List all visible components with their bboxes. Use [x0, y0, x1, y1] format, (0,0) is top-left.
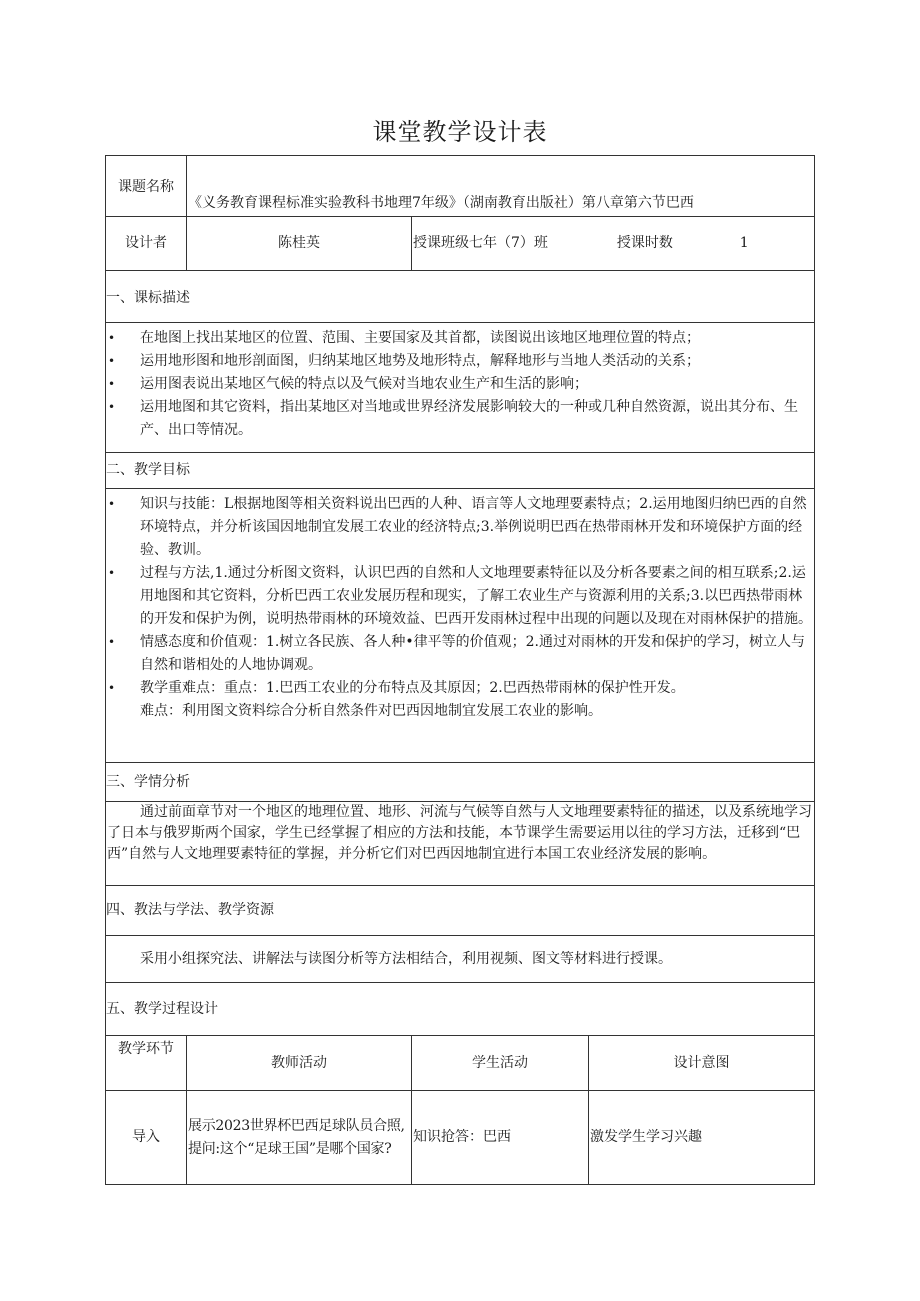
list-item: • 运用地形图和地形剖面图，归纳某地区地势及地形特点，解释地形与当地人类活动的关系； — [107, 350, 813, 373]
teaching-objectives-list — [107, 493, 813, 700]
column-header-intent: 设计意图 — [589, 1036, 815, 1091]
class-label: 授课班级七年（7）班 — [413, 235, 548, 251]
bullet-icon: • — [108, 681, 116, 695]
list-item: • 运用图表说出某地区气候的特点以及气候对当地农业生产和生活的影响； — [107, 373, 813, 396]
section-1-body — [106, 323, 815, 453]
section-1-header-row — [106, 271, 815, 323]
section-2-header-row — [106, 453, 815, 489]
lesson-design-table — [105, 155, 815, 1185]
learner-analysis-paragraph: 通过前面章节对一个地区的地理位置、地形、河流与气候等自然与人文地理要素特征的描述，以及系统地学习了日本与俄罗斯两个国家，学生已经掌握了相应的方法和技能，本节课学生需要运用以往的学习方法，迁移到“巴西”自然与人文地理要素特征的掌握，并分析它们对巴西因地制宜进行本国工农业经济发展的影响。 — [107, 804, 812, 862]
teacher-activity-cell: 展示2023世界杯巴西足球队员合照,提问:这个“足球王国”是哪个国家? — [187, 1091, 412, 1185]
curriculum-standards-list — [107, 327, 813, 442]
designer-value: 陈桂英 — [187, 217, 412, 271]
list-item: • 运用地图和其它资料，指出某地区对当地或世界经济发展影响较大的一种或几种自然资源，说出其分布、生产、出口等情况。 — [107, 396, 813, 442]
designer-label: 设计者 — [106, 217, 187, 271]
bullet-icon: • — [108, 566, 116, 580]
table-row — [106, 1091, 815, 1185]
section-4-heading: 四、教法与学法、教学资源 — [106, 886, 815, 936]
section-4-body — [106, 936, 815, 983]
section-4-body-row — [106, 936, 815, 983]
bullet-icon: • — [108, 377, 116, 391]
class-info-cell — [412, 217, 815, 271]
section-2-heading: 二、教学目标 — [106, 453, 815, 489]
topic-row — [106, 156, 815, 217]
section-2-body — [106, 489, 815, 763]
section-4-header-row — [106, 886, 815, 936]
column-header-teacher: 教师活动 — [187, 1036, 412, 1091]
bullet-icon: • — [108, 635, 116, 649]
section-3-header-row — [106, 763, 815, 802]
section-5-heading: 五、教学过程设计 — [106, 983, 815, 1036]
section-3-body — [106, 802, 815, 886]
hours-value: 1 — [739, 235, 749, 251]
bullet-icon: • — [108, 497, 116, 511]
list-item: • 过程与方法,1.通过分析图文资料，认识巴西的自然和人文地理要素特征以及分析各要素之间的相互联系;2.运用地图和其它资料，分析巴西工农业发展历程和现实，了解工农业生产与资源利用的关系;3.以巴西热带雨林的开发和保护为例，说明热带雨林的环境效益、巴西开发雨林过程中出现的问题以及现在对雨林保护的措施。 — [107, 562, 813, 631]
process-table-header-row — [106, 1036, 815, 1091]
student-activity-cell: 知识抢答：巴西 — [412, 1091, 589, 1185]
topic-label: 课题名称 — [106, 156, 187, 217]
section-1-heading: 一、课标描述 — [106, 271, 815, 323]
document-title: 课堂教学设计表 — [372, 118, 548, 146]
topic-value: 《义务教育课程标准实验教科书地理7年级》（湖南教育出版社）第八章第六节巴西 — [187, 156, 815, 217]
list-item: • 情感态度和价值观：1.树立各民族、各人种•律平等的价值观；2.通过对雨林的开发和保护的学习，树立人与自然和谐相处的人地协调观。 — [107, 631, 813, 677]
section-5-header-row — [106, 983, 815, 1036]
section-2-body-row — [106, 489, 815, 763]
column-header-stage: 教学环节 — [106, 1036, 187, 1091]
difficulty-text: 难点：利用图文资料综合分析自然条件对巴西因地制宜发展工农业的影响。 — [140, 703, 602, 719]
list-item: • 在地图上找出某地区的位置、范围、主要国家及其首都，读图说出该地区地理位置的特点； — [107, 327, 813, 350]
hours-label: 授课时数 — [616, 235, 673, 251]
bullet-icon: • — [108, 400, 116, 414]
section-1-body-row — [106, 323, 815, 453]
methods-text: 采用小组探究法、讲解法与读图分析等方法相结合，利用视频、图文等材料进行授课。 — [140, 950, 672, 967]
section-3-body-row — [106, 802, 815, 886]
bullet-icon: • — [108, 331, 116, 345]
bullet-icon: • — [108, 354, 116, 368]
column-header-student: 学生活动 — [412, 1036, 589, 1091]
design-intent-cell: 激发学生学习兴趣 — [589, 1091, 815, 1185]
list-item: • 知识与技能：L根据地图等相关资料说出巴西的人种、语言等人文地理要素特点；2.运用地图归纳巴西的自然环境特点，并分析该国因地制宜发展工农业的经济特点;3.举例说明巴西在热带雨林开发和环境保护方面的经验、教训。 — [107, 493, 813, 562]
designer-row — [106, 217, 815, 271]
list-item: • 教学重难点：重点：1.巴西工农业的分布特点及其原因；2.巴西热带雨林的保护性开发。 — [107, 677, 813, 700]
stage-cell: 导入 — [106, 1091, 187, 1185]
section-3-heading: 三、学情分析 — [106, 763, 815, 802]
